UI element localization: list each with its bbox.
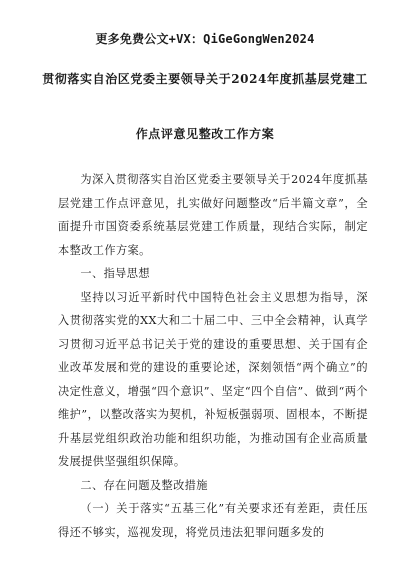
document-title-line-2: 作点评意见整改工作方案 xyxy=(135,127,275,141)
section-heading-problems-measures: 二、存在问题及整改措施 xyxy=(80,478,208,492)
document-body xyxy=(58,168,368,544)
guiding-ideology-paragraph: 坚持以习近平新时代中国特色社会主义思想为指导，深入贯彻落实党的XX大和二十届二中、三中全会精神，认真学习贯彻习近平总书记关于党的建设的重要思想、关于国有企业改革发展和党的建设的重要论述，深刻领悟“两个确立”的决定性意义，增强“四个意识”、坚定“四个自信”、做到“两个维护”，以整改落实为契机，补短板强弱项、固根本，不断提升基层党组织政治功能和组织功能，为推动国有企业高质量发展提供坚强组织保障。 xyxy=(58,290,368,468)
problem-item-1-paragraph: （一）关于落实“五基三化”有关要求还有差距，责任压得还不够实，巡视发现，将党员违法犯罪问题多发的 xyxy=(58,502,368,539)
intro-paragraph: 为深入贯彻落实自治区党委主要领导关于2024年度抓基层党建工作点评意见，扎实做好问题整改“后半篇文章”，全面提升市国资委系统基层党建工作质量，现结合实际，制定本整改工作方案。 xyxy=(58,173,368,257)
section-heading-guiding-ideology: 一、指导思想 xyxy=(80,267,150,280)
promo-header: 更多免费公文+VX：QiGeGongWen2024 xyxy=(95,32,315,46)
document-title-line-1: 贯彻落实自治区党委主要领导关于2024年度抓基层党建工 xyxy=(42,72,368,86)
